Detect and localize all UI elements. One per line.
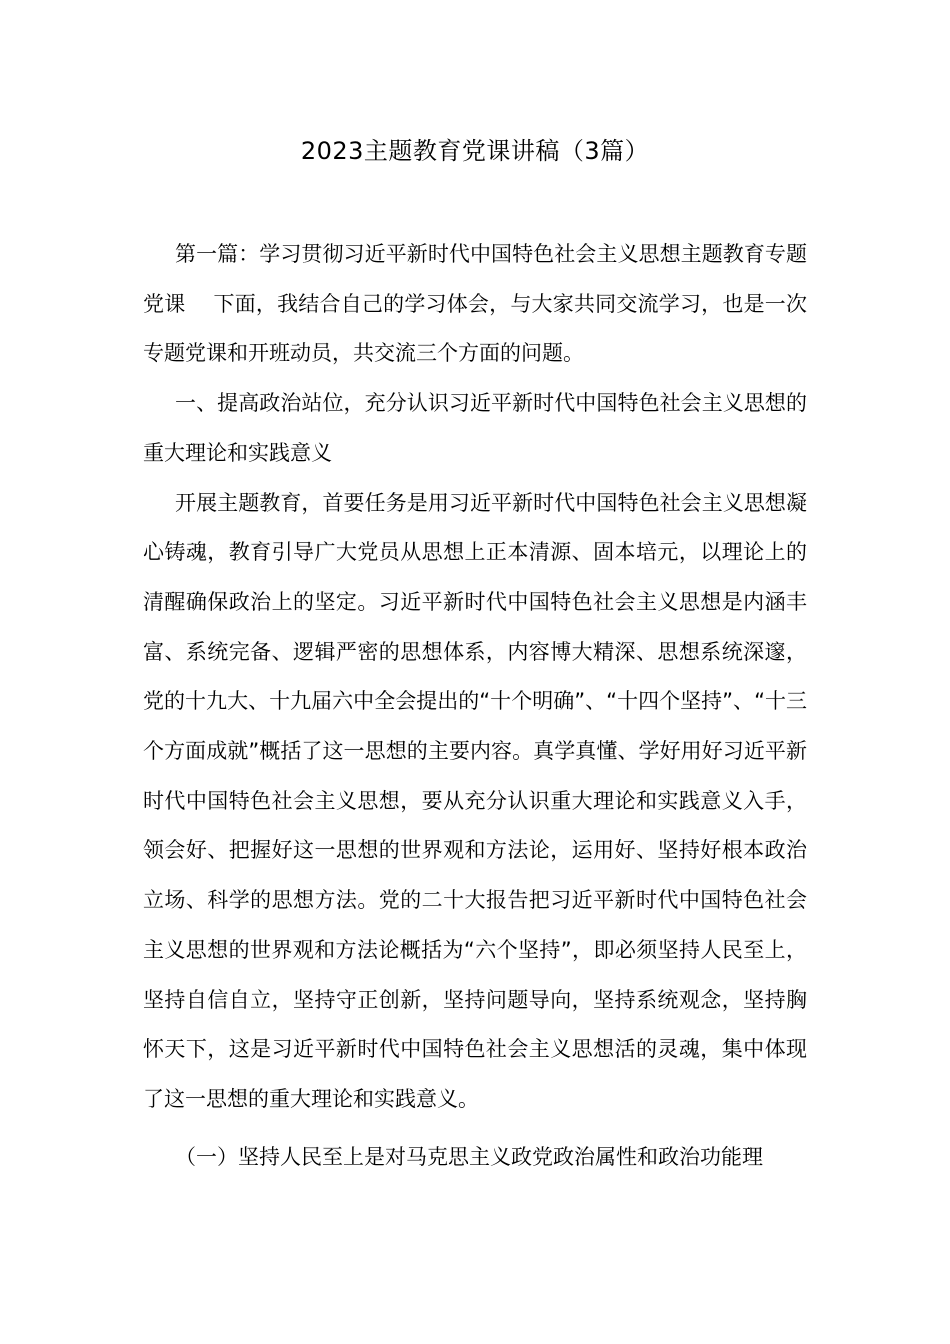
document-body xyxy=(143,230,807,1182)
paragraph-main: 开展主题教育，首要任务是用习近平新时代中国特色社会主义思想凝心铸魂，教育引导广大党员从思想上正本清源、固本培元，以理论上的清醒确保政治上的坚定。习近平新时代中国特色社会主义思想是内涵丰富、系统完备、逻辑严密的思想体系，内容博大精深、思想系统深邃，党的十九大、十九届六中全会提出的“十个明确”、“十四个坚持”、“十三个方面成就”概括了这一思想的主要内容。真学真懂、学好用好习近平新时代中国特色社会主义思想，要从充分认识重大理论和实践意义入手，领会好、把握好这一思想的世界观和方法论，运用好、坚持好根本政治立场、科学的思想方法。党的二十大报告把习近平新时代中国特色社会主义思想的世界观和方法论概括为“六个坚持”，即必须坚持人民至上，坚持自信自立，坚持守正创新，坚持问题导向，坚持系统观念，坚持胸怀天下，这是习近平新时代中国特色社会主义思想活的灵魂，集中体现了这一思想的重大理论和实践意义。 xyxy=(143,490,807,1111)
paragraph-intro: 第一篇：学习贯彻习近平新时代中国特色社会主义思想主题教育专题党课 下面，我结合自己的学习体会，与大家共同交流学习，也是一次专题党课和开班动员，共交流三个方面的问题。 xyxy=(143,242,807,366)
document-title: 2023主题教育党课讲稿（3篇） xyxy=(300,137,650,165)
paragraph-section-heading: 一、提高政治站位，充分认识习近平新时代中国特色社会主义思想的重大理论和实践意义 xyxy=(143,391,807,465)
paragraph-subsection: （一）坚持人民至上是对马克思主义政党政治属性和政治功能理 xyxy=(175,1144,763,1169)
